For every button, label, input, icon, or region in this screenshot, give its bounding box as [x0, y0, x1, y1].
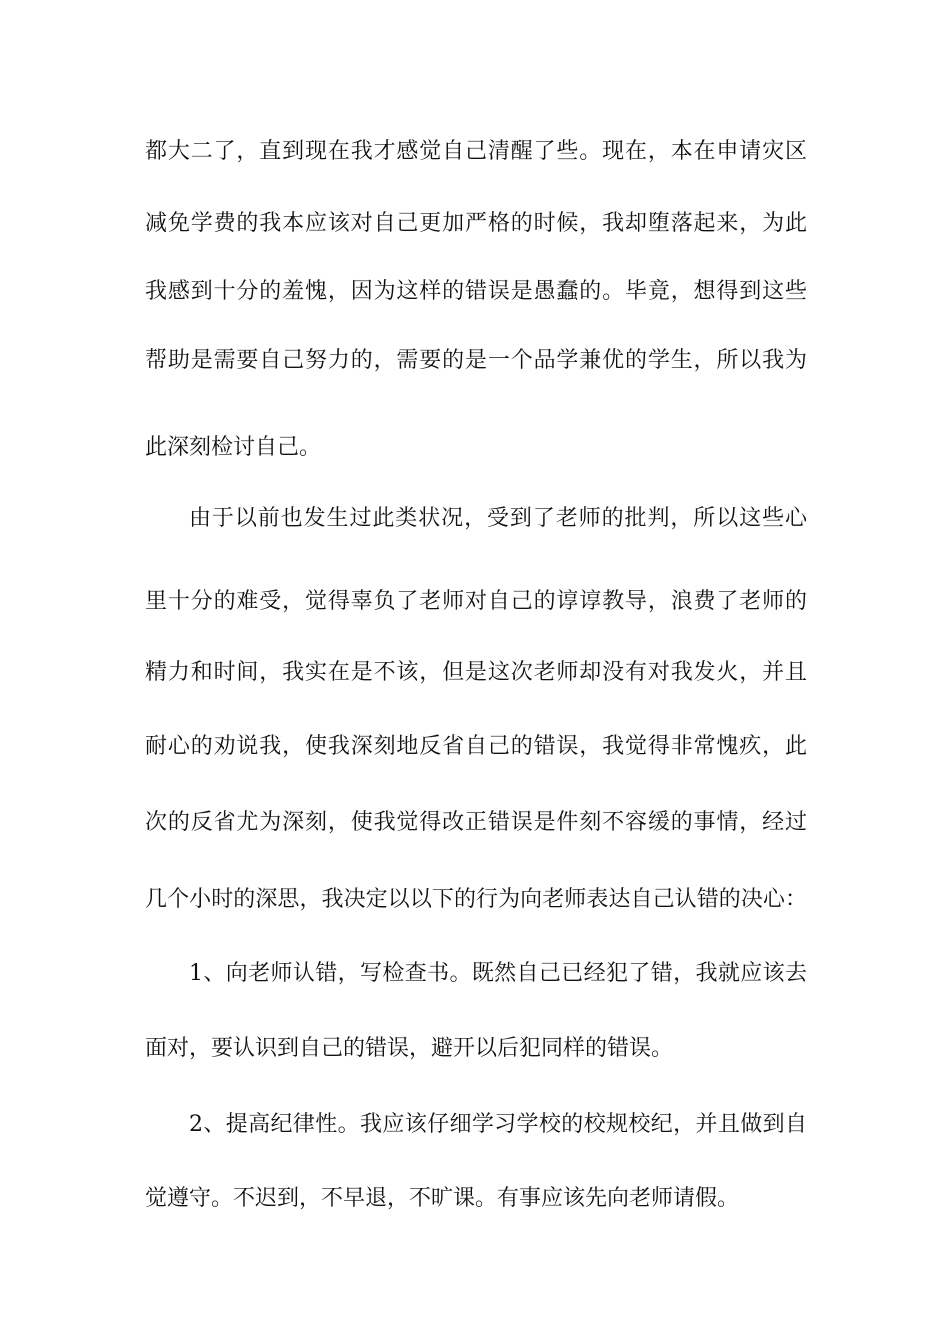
list-item-2-line-2: 觉遵守。不迟到，不早退，不旷课。有事应该先向老师请假。 — [145, 1186, 740, 1211]
paragraph-2-line-6: 几个小时的深思，我决定以以下的行为向老师表达自己认错的决心： — [145, 887, 807, 912]
paragraph-1-line-1: 都大二了，直到现在我才感觉自己清醒了些。现在，本在申请灾区 — [145, 139, 807, 164]
list-item-2-line-1: 2、提高纪律性。我应该仔细学习学校的校规校纪，并且做到自 — [189, 1112, 807, 1137]
paragraph-2-line-2: 里十分的难受，觉得辜负了老师对自己的谆谆教导，浪费了老师的 — [145, 589, 807, 614]
paragraph-2-line-5: 次的反省尤为深刻，使我觉得改正错误是件刻不容缓的事情，经过 — [145, 810, 807, 835]
paragraph-2-line-1: 由于以前也发生过此类状况，受到了老师的批判，所以这些心 — [189, 506, 807, 531]
list-item-1-line-1: 1、向老师认错，写检查书。既然自己已经犯了错，我就应该去 — [189, 961, 807, 986]
paragraph-2-line-4: 耐心的劝说我，使我深刻地反省自己的错误，我觉得非常愧疚，此 — [145, 734, 807, 759]
paragraph-1-line-2: 减免学费的我本应该对自己更加严格的时候，我却堕落起来，为此 — [145, 211, 807, 236]
paragraph-1-line-5: 此深刻检讨自己。 — [145, 435, 322, 460]
paragraph-2-line-3: 精力和时间，我实在是不该，但是这次老师却没有对我发火，并且 — [145, 660, 807, 685]
paragraph-1-line-3: 我感到十分的羞愧，因为这样的错误是愚蠢的。毕竟，想得到这些 — [145, 279, 807, 304]
list-item-1-line-2: 面对，要认识到自己的错误，避开以后犯同样的错误。 — [145, 1036, 674, 1061]
paragraph-1-line-4: 帮助是需要自己努力的，需要的是一个品学兼优的学生，所以我为 — [145, 348, 807, 373]
